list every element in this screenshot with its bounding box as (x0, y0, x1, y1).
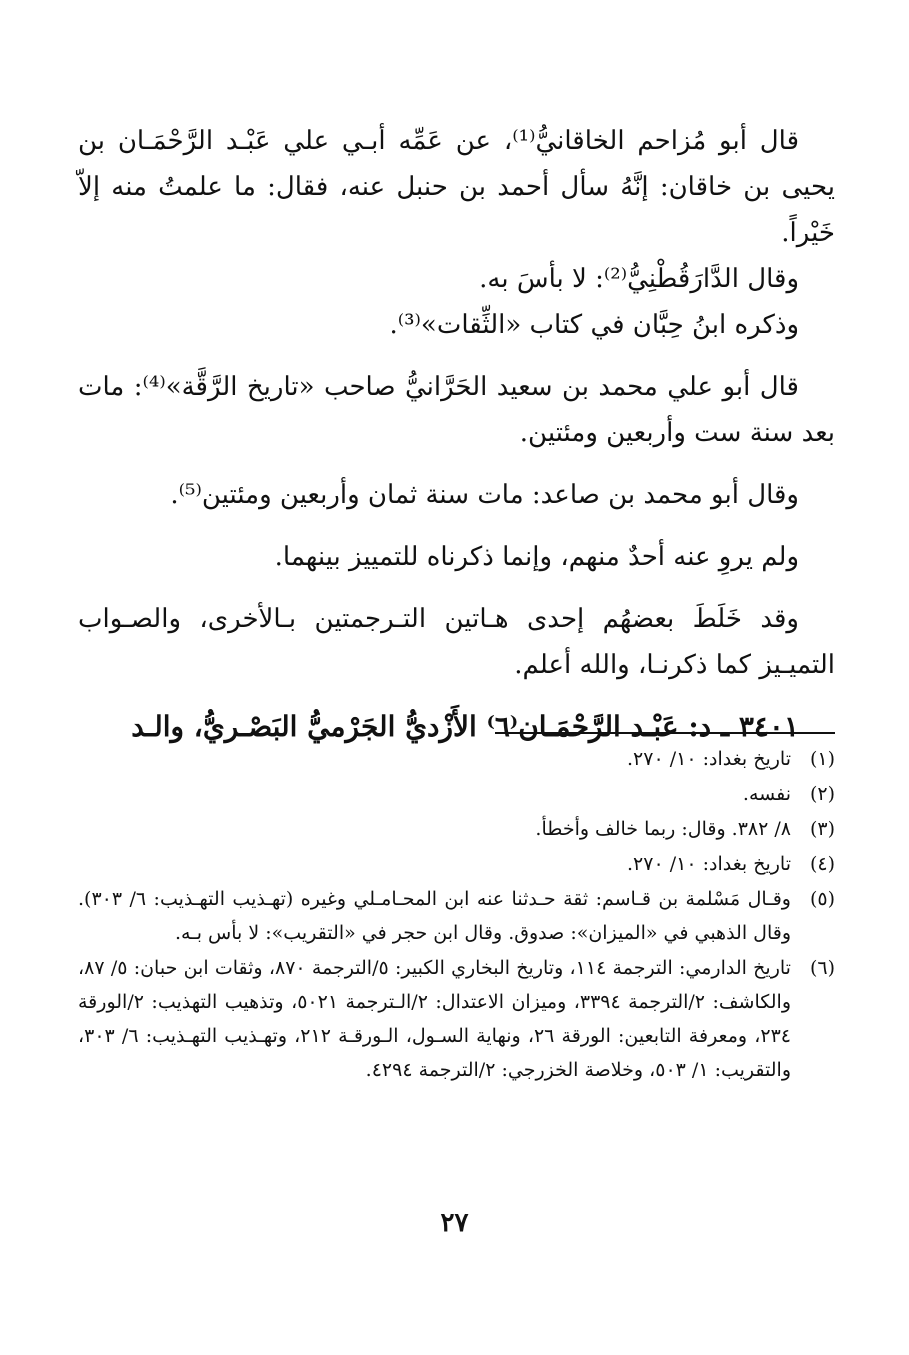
footnote-text: نفسه. (742, 783, 791, 805)
footnotes (78, 742, 835, 1087)
footnote (78, 812, 835, 846)
paragraph-ibn-saed: وقال أبو محمد بن صاعد: مات سنة ثمان وأربعين ومئتين⁽⁵⁾. (170, 480, 799, 510)
paragraph-harrani: قال أبو علي محمد بن سعيد الحَرَّانيُّ صاحب «تاريخ الرَّقَّة»⁽⁴⁾: مات بعد سنة ست وأربعين ومئتين. (78, 372, 835, 448)
footnote-number: (١) (809, 748, 835, 770)
footnote-number: (٦) (809, 957, 835, 979)
paragraph-confusion: وقد خَلَطَ بعضهُم إحدى هـاتين التـرجمتين بـالأخرى، والصـواب التميـيز كما ذكرنـا، والله أعلم. (78, 604, 835, 680)
paragraph-daraqutni: وقال الدَّارَقُطْنِيُّ⁽²⁾: لا بأسَ به. (479, 264, 799, 294)
footnote (78, 882, 835, 950)
footnote (78, 847, 835, 881)
footnote-number: (٢) (809, 783, 835, 805)
footnote (78, 777, 835, 811)
page-number: ٢٧ (440, 1208, 469, 1238)
footnote-text: ٨/ ٣٨٢. وقال: ربما خالف وأخطأ. (535, 818, 791, 840)
footnote (78, 951, 835, 1087)
footnote-number: (٤) (809, 853, 835, 875)
paragraph-not-narrated: ولم يروِ عنه أحدٌ منهم، وإنما ذكرناه للتمييز بينهما. (274, 542, 799, 572)
entry-heading: ٣٤٠١ ـ د: عَبْـد الرَّحْمَـان⁽٦⁾ الأَزْديُّ الجَرْميُّ البَصْـريُّ، والـد (131, 710, 799, 743)
paragraph-abu-muzahim: قال أبو مُزاحم الخاقانيُّ⁽¹⁾، عن عَمِّه أبـي علي عَبْـد الرَّحْمَـان بن يحيى بن خاقان: إنَّهُ سأل أحمد بن حنبل عنه، فقال: ما علمتُ منه إلاّ خَيْراً. (78, 126, 835, 248)
footnote-text: تاريخ بغداد: ١٠/ ٢٧٠. (627, 748, 791, 770)
paragraph-ibn-hibban: وذكره ابنُ حِبَّان في كتاب «الثِّقات»⁽³⁾. (389, 310, 799, 340)
footnote-number: (٣) (809, 818, 835, 840)
footnote-text: وقـال مَسْلمة بن قـاسم: ثقة حـدثنا عنه ابن المحـامـلي وغيره (تهـذيب التهـذيب: ٦/ ٣٠٣). وقال الذهبي في «الميزان»: صدوق. وقال ابن حجر في «التقريب»: لا بأس بـه. (78, 888, 791, 944)
footnote-number: (٥) (809, 888, 835, 910)
footnote-divider (495, 732, 835, 734)
footnote-text: تاريخ الدارمي: الترجمة ١١٤، وتاريخ البخاري الكبير: ٥/الترجمة ٨٧٠، وثقات ابن حبان: ٥/ ٨٧، والكاشف: ٢/الترجمة ٣٣٩٤، وميزان الاعتدال: ٢/الـترجمة ٥٠٢١، وتذهيب التهذيب: ٢/الورقة ٢٣٤، ومعرفة التابعين: الورقة ٢٦، ونهاية السـول، الـورقـة ٢١٢، وتهـذيب التهـذيب: ٦/ ٣٠٣، والتقريب: ١/ ٥٠٣، وخلاصة الخزرجي: ٢/الترجمة ٤٢٩٤. (78, 957, 791, 1081)
footnote-text: تاريخ بغداد: ١٠/ ٢٧٠. (627, 853, 791, 875)
footnote (78, 742, 835, 776)
main-text (78, 118, 835, 750)
